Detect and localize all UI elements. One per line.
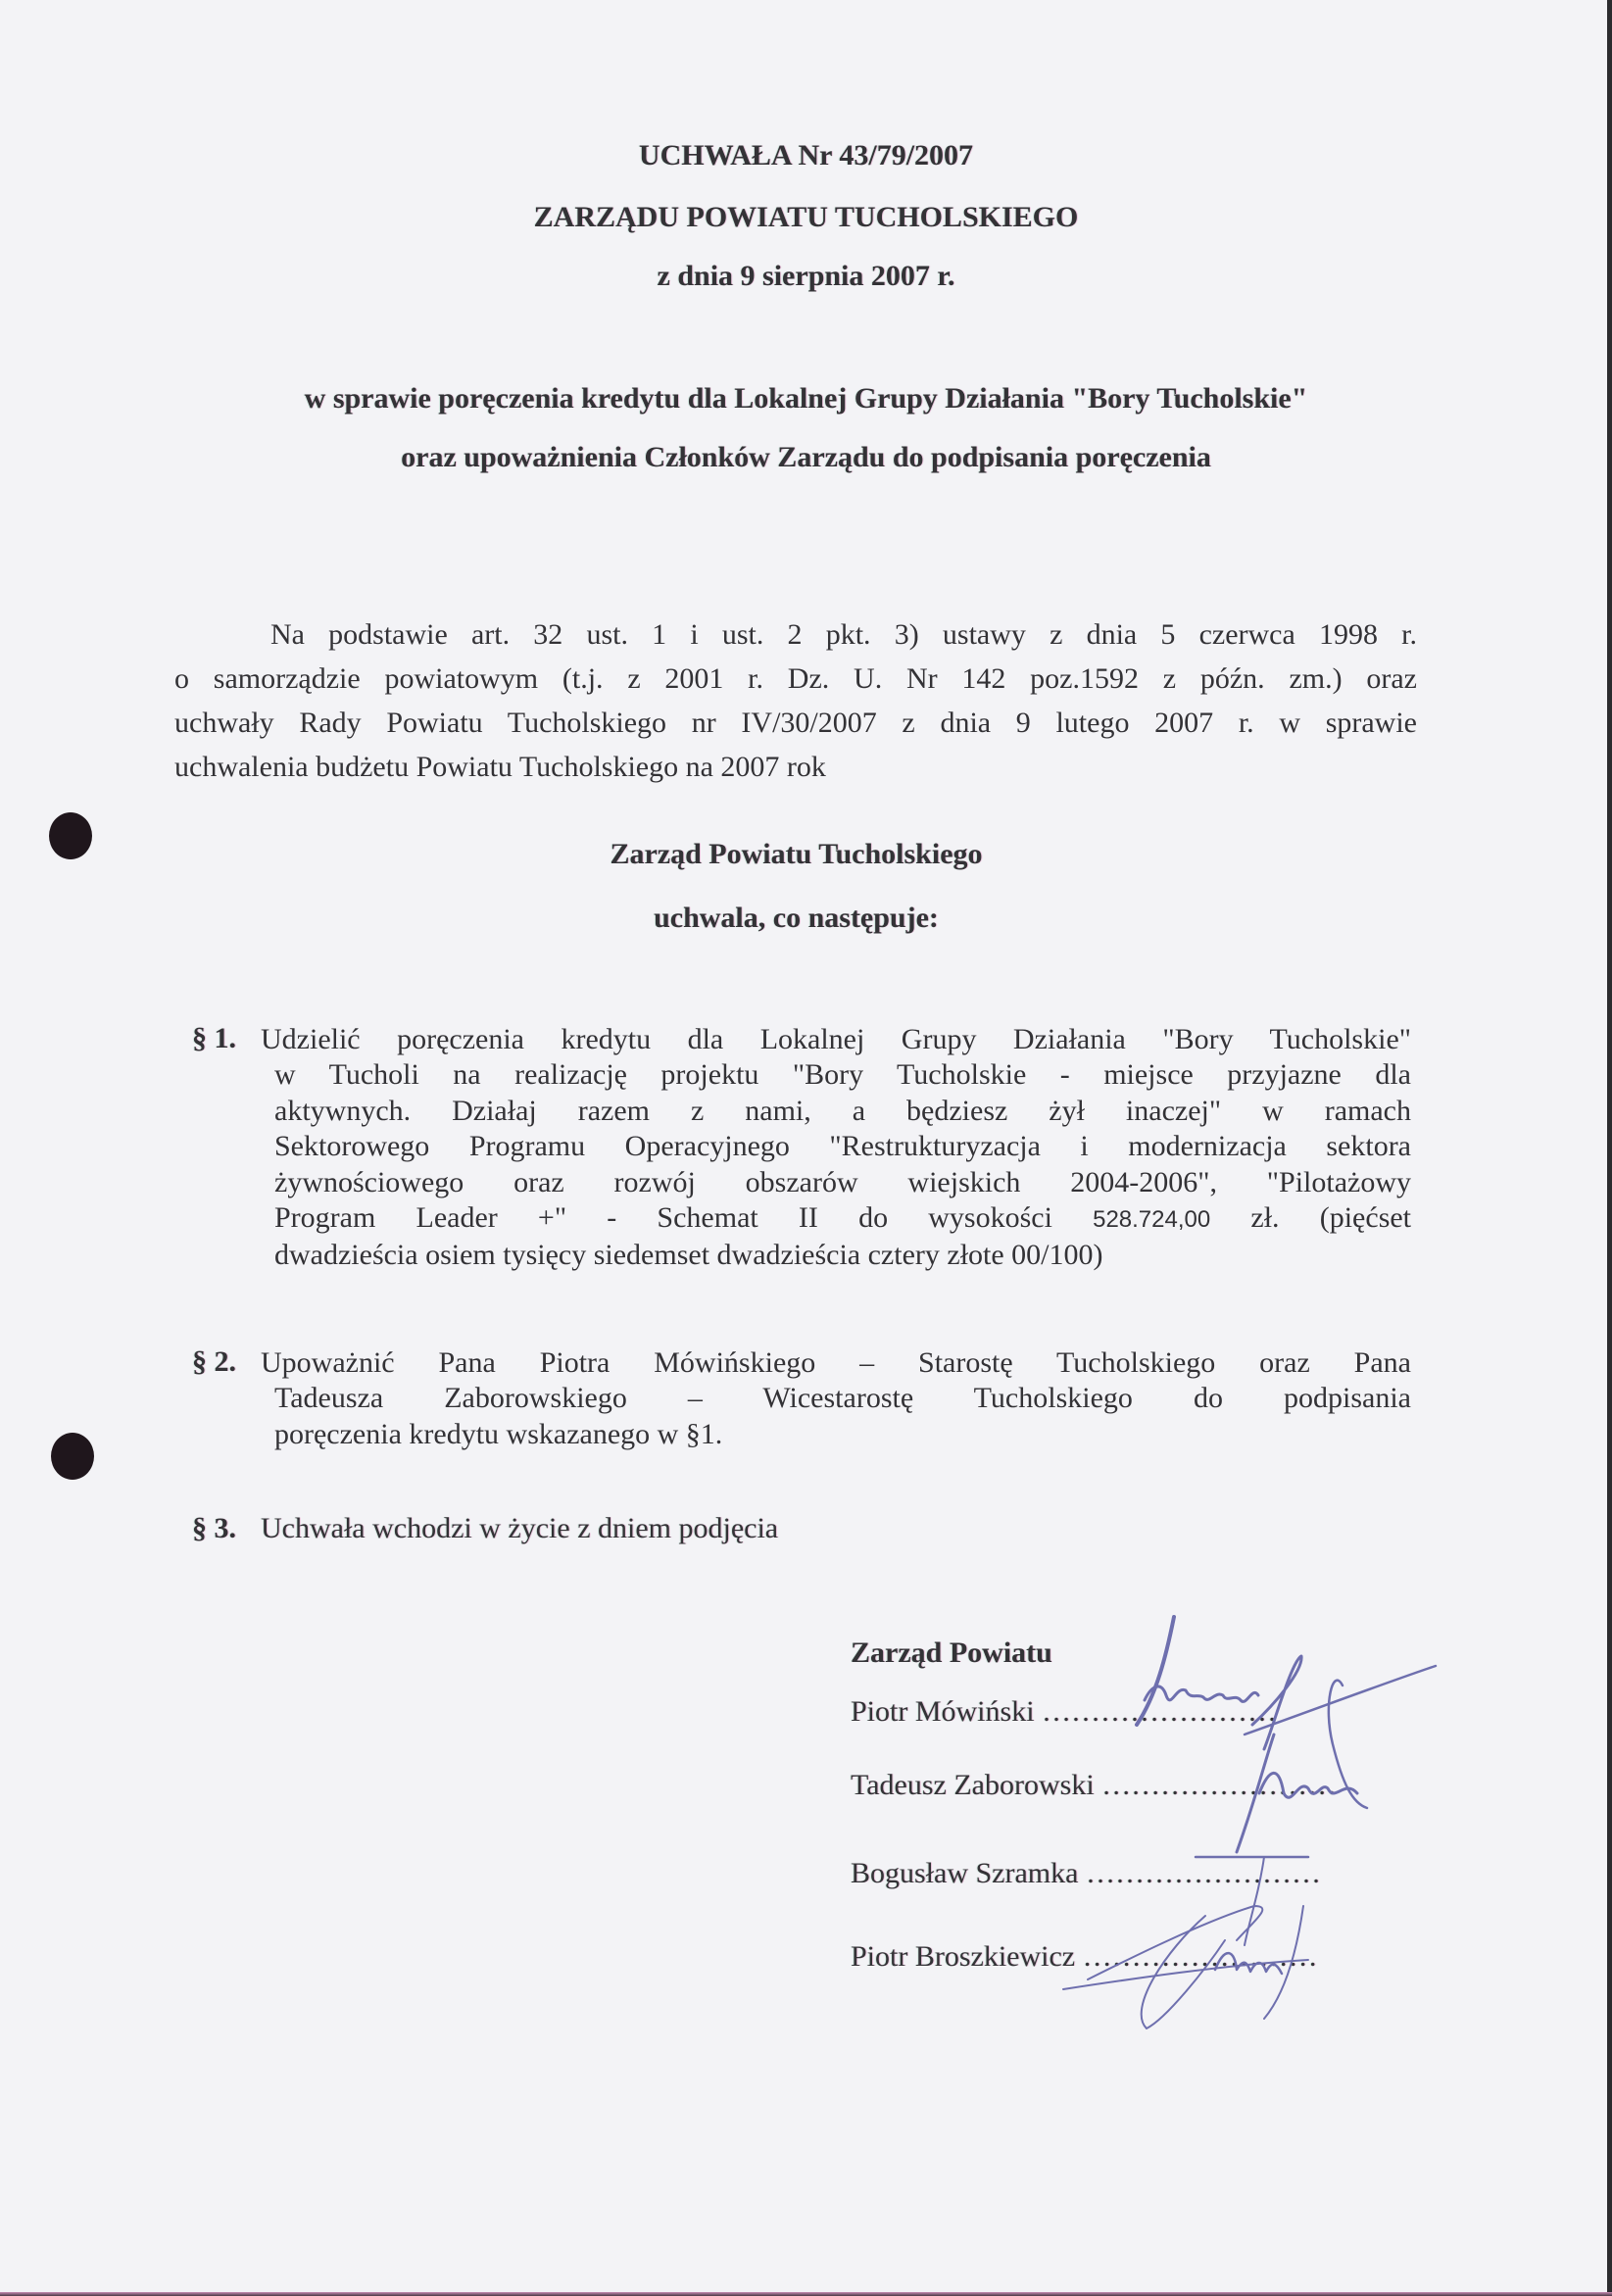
preamble	[174, 612, 1417, 789]
scan-edge-right	[1607, 0, 1612, 2296]
signature-dots: ……………………	[1042, 1695, 1278, 1728]
signatures-heading: Zarząd Powiatu	[851, 1637, 1052, 1669]
section-3-text: Uchwała wchodzi w życie z dniem podjęcia	[261, 1512, 779, 1544]
section-line: żywnościowego oraz rozwój obszarów wiejskich 2004-2006", "Pilotażowy	[274, 1165, 1411, 1198]
signatory-name: Piotr Broszkiewicz	[851, 1940, 1076, 1973]
punch-hole-bottom	[51, 1433, 94, 1480]
section-3-marker: § 3.	[192, 1512, 236, 1544]
signatory-name: Tadeusz Zaborowski	[851, 1769, 1095, 1801]
preamble-line: o samorządzie powiatowym (t.j. z 2001 r. Dz. U. Nr 142 poz.1592 z późn. zm.) oraz	[174, 662, 1417, 695]
signature-dots: ……………………	[1101, 1769, 1338, 1801]
amount-suffix: zł. (pięćset	[1250, 1201, 1412, 1235]
section-1-marker: § 1.	[192, 1022, 236, 1054]
signatory-row	[851, 1857, 1321, 1890]
preamble-line: uchwalenia budżetu Powiatu Tucholskiego na 2007 rok	[174, 751, 826, 783]
preamble-line: Na podstawie art. 32 ust. 1 i ust. 2 pkt. 3) ustawy z dnia 5 czerwca 1998 r.	[270, 618, 1417, 651]
signature-dots: ……………………	[1085, 1857, 1321, 1889]
section-line: Program Leader +" - Schemat II do wysokości	[274, 1201, 1052, 1235]
section-line: dwadzieścia osiem tysięcy siedemset dwadzieścia cztery złote 00/100)	[274, 1239, 1103, 1272]
section-line: Udzielić poręczenia kredytu dla Lokalnej Grupy Działania "Bory Tucholskie"	[261, 1023, 1411, 1055]
signatory-row	[851, 1940, 1318, 1974]
issuer-heading: ZARZĄDU POWIATU TUCHOLSKIEGO	[533, 201, 1079, 233]
scan-edge-bottom	[0, 2292, 1612, 2296]
section-line-amount	[274, 1200, 1411, 1238]
signatory-name: Bogusław Szramka	[851, 1857, 1079, 1889]
preamble-line: uchwały Rady Powiatu Tucholskiego nr IV/30/2007 z dnia 9 lutego 2007 r. w sprawie	[174, 707, 1417, 739]
signature-dots: ……………………	[1082, 1940, 1318, 1973]
resolution-verb: uchwala, co następuje:	[654, 902, 939, 934]
resolution-body: Zarząd Powiatu Tucholskiego	[610, 838, 983, 870]
section-line: poręczenia kredytu wskazanego w §1.	[274, 1417, 723, 1450]
document-title: UCHWAŁA Nr 43/79/2007	[638, 139, 974, 171]
section-line: Upoważnić Pana Piotra Mówińskiego – Starostę Tucholskiego oraz Pana	[261, 1346, 1411, 1379]
signatory-row	[851, 1695, 1277, 1729]
section-line: Tadeusza Zaborowskiego – Wicestarostę Tucholskiego do podpisania	[274, 1382, 1411, 1415]
section-line: w Tucholi na realizację projektu "Bory Tucholskie - miejsce przyjazne dla	[274, 1058, 1411, 1092]
signature-mowinski	[1137, 1617, 1436, 1749]
subject-line-1: w sprawie poręczenia kredytu dla Lokalnej Grupy Działania "Bory Tucholskie"	[304, 382, 1308, 415]
subject-line-2: oraz upoważnienia Członków Zarządu do podpisania poręczenia	[401, 441, 1211, 473]
section-2-text	[261, 1345, 1411, 1452]
section-1-text	[261, 1022, 1412, 1274]
signatory-row	[851, 1769, 1337, 1802]
section-line: aktywnych. Działaj razem z nami, a będziesz żył inaczej" w ramach	[274, 1094, 1411, 1127]
date-heading: z dnia 9 sierpnia 2007 r.	[657, 260, 955, 292]
section-2-marker: § 2.	[192, 1345, 236, 1378]
signatory-name: Piotr Mówiński	[851, 1695, 1035, 1728]
guarantee-amount: 528.724,00	[1093, 1206, 1211, 1234]
section-line: Sektorowego Programu Operacyjnego "Restrukturyzacja i modernizacja sektora	[274, 1130, 1411, 1163]
